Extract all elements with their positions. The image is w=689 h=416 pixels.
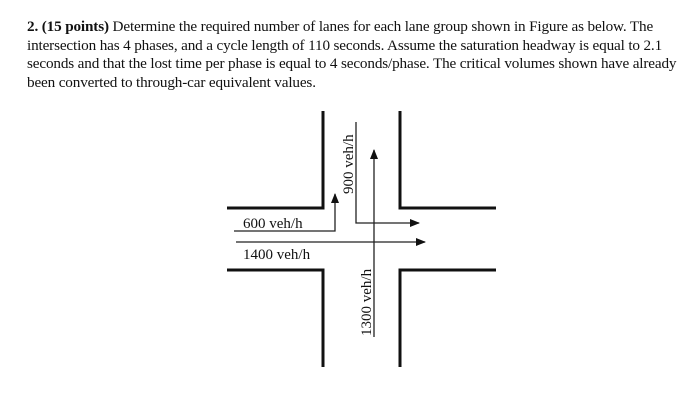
label-nb-through: 1300 veh/h — [359, 268, 375, 336]
curb-top-left — [227, 111, 323, 208]
curb-bottom-left — [227, 270, 323, 367]
problem-text: Determine the required number of lanes for each lane group shown in Figure as below. The intersection has 4 phases, and a cycle length of 110 seconds. Assume the saturation headway is equal to 2.1 seconds and that the lost time per phase is equal to 4 seconds/phase. The critical volumes shown have already been converted to through-car equivalent values. — [27, 18, 677, 91]
label-eb-through: 1400 veh/h — [243, 247, 311, 263]
curb-bottom-right — [400, 270, 496, 367]
problem-number: 2. — [27, 18, 39, 35]
label-eb-left: 600 veh/h — [243, 216, 303, 232]
problem-points: (15 points) — [41, 18, 109, 35]
label-sb-left: 900 veh/h — [341, 134, 357, 194]
curb-top-right — [400, 111, 496, 208]
